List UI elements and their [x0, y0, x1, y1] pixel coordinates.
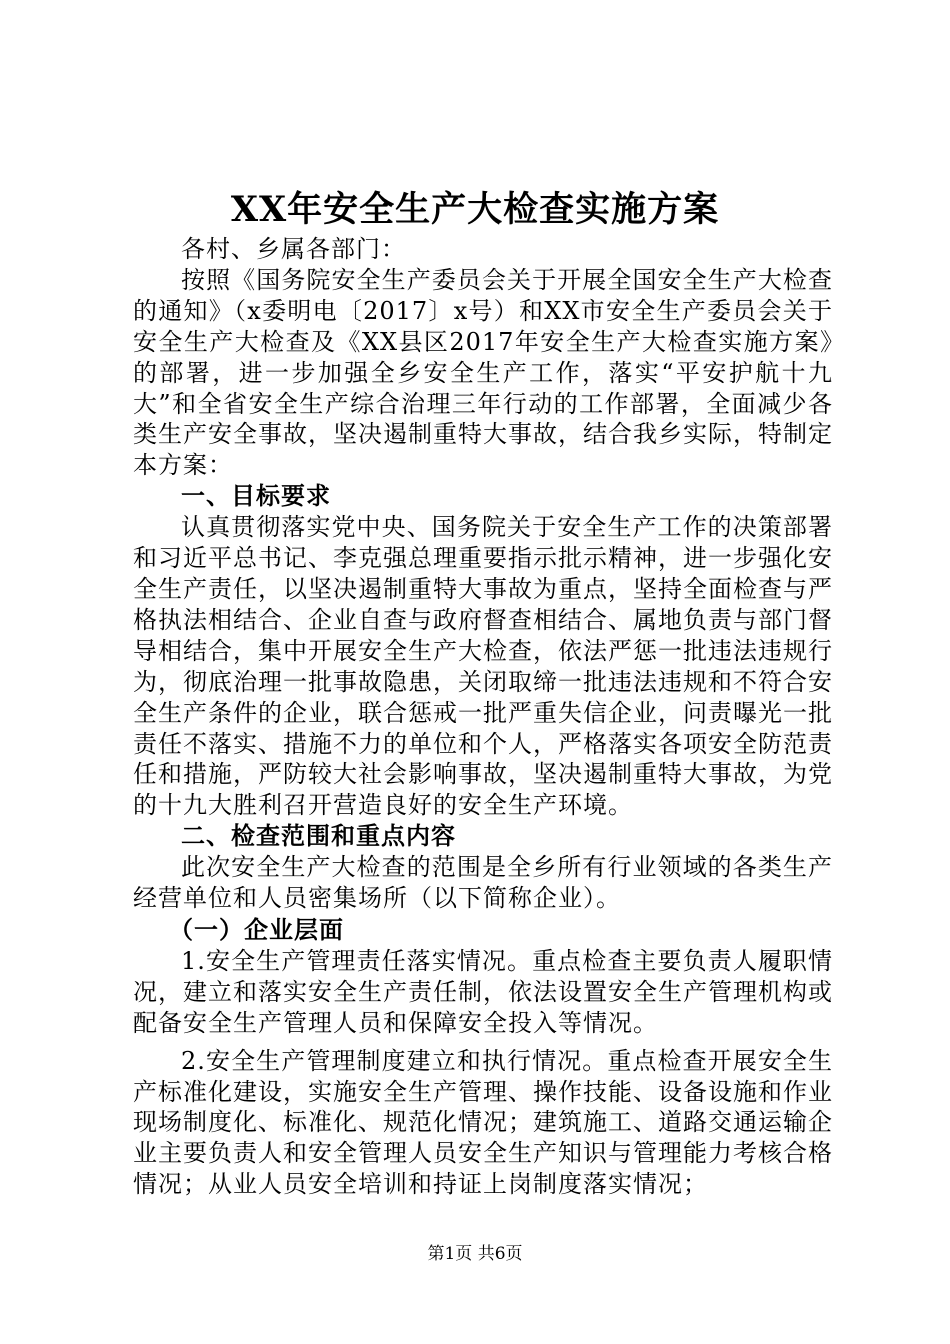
page-footer: 第1页 共6页	[427, 1244, 523, 1264]
document-body	[133, 234, 833, 1200]
item-paragraph-1: 1.安全生产管理责任落实情况。重点检查主要负责人履职情况，建立和落实安全生产责任制，依法设置安全生产管理机构或配备安全生产管理人员和保障安全投入等情况。	[133, 946, 833, 1037]
document-title: XX年安全生产大检查实施方案	[230, 189, 720, 230]
item-paragraph-2: 2.安全生产管理制度建立和执行情况。重点检查开展安全生产标准化建设，实施安全生产管理、操作技能、设备设施和作业现场制度化、标准化、规范化情况；建筑施工、道路交通运输企业主要负责人和安全管理人员安全生产知识与管理能力考核合格情况；从业人员安全培训和持证上岗制度落实情况；	[133, 1046, 833, 1199]
section-heading-goals: 一、目标要求	[181, 482, 331, 511]
section-heading-scope: 二、检查范围和重点内容	[181, 822, 456, 851]
goals-paragraph: 认真贯彻落实党中央、国务院关于安全生产工作的决策部署和习近平总书记、李克强总理重要指示批示精神，进一步强化安全生产责任，以坚决遏制重特大事故为重点，坚持全面检查与严格执法相结合、企业自查与政府督查相结合、属地负责与部门督导相结合，集中开展安全生产大检查，依法严惩一批违法违规行为，彻底治理一批事故隐患，关闭取缔一批违法违规和不符合安全生产条件的企业，联合惩戒一批严重失信企业，问责曝光一批责任不落实、措施不力的单位和个人，严格落实各项安全防范责任和措施，严防较大社会影响事故，坚决遏制重特大事故，为党的十九大胜利召开营造良好的安全生产环境。	[133, 513, 833, 820]
salutation: 各村、乡属各部门：	[181, 235, 406, 263]
intro-paragraph: 按照《国务院安全生产委员会关于开展全国安全生产大检查的通知》（x委明电〔2017〕x号）和XX市安全生产委员会关于安全生产大检查及《XX县区2017年安全生产大检查实施方案》的部署，进一步加强全乡安全生产工作，落实“平安护航十九大”和全省安全生产综合治理三年行动的工作部署，全面减少各类生产安全事故，坚决遏制重特大事故，结合我乡实际，特制定本方案：	[133, 265, 833, 480]
scope-paragraph: 此次安全生产大检查的范围是全乡所有行业领域的各类生产经营单位和人员密集场所（以下简称企业）。	[133, 853, 833, 913]
subsection-heading-enterprise: （一）企业层面	[169, 915, 344, 944]
